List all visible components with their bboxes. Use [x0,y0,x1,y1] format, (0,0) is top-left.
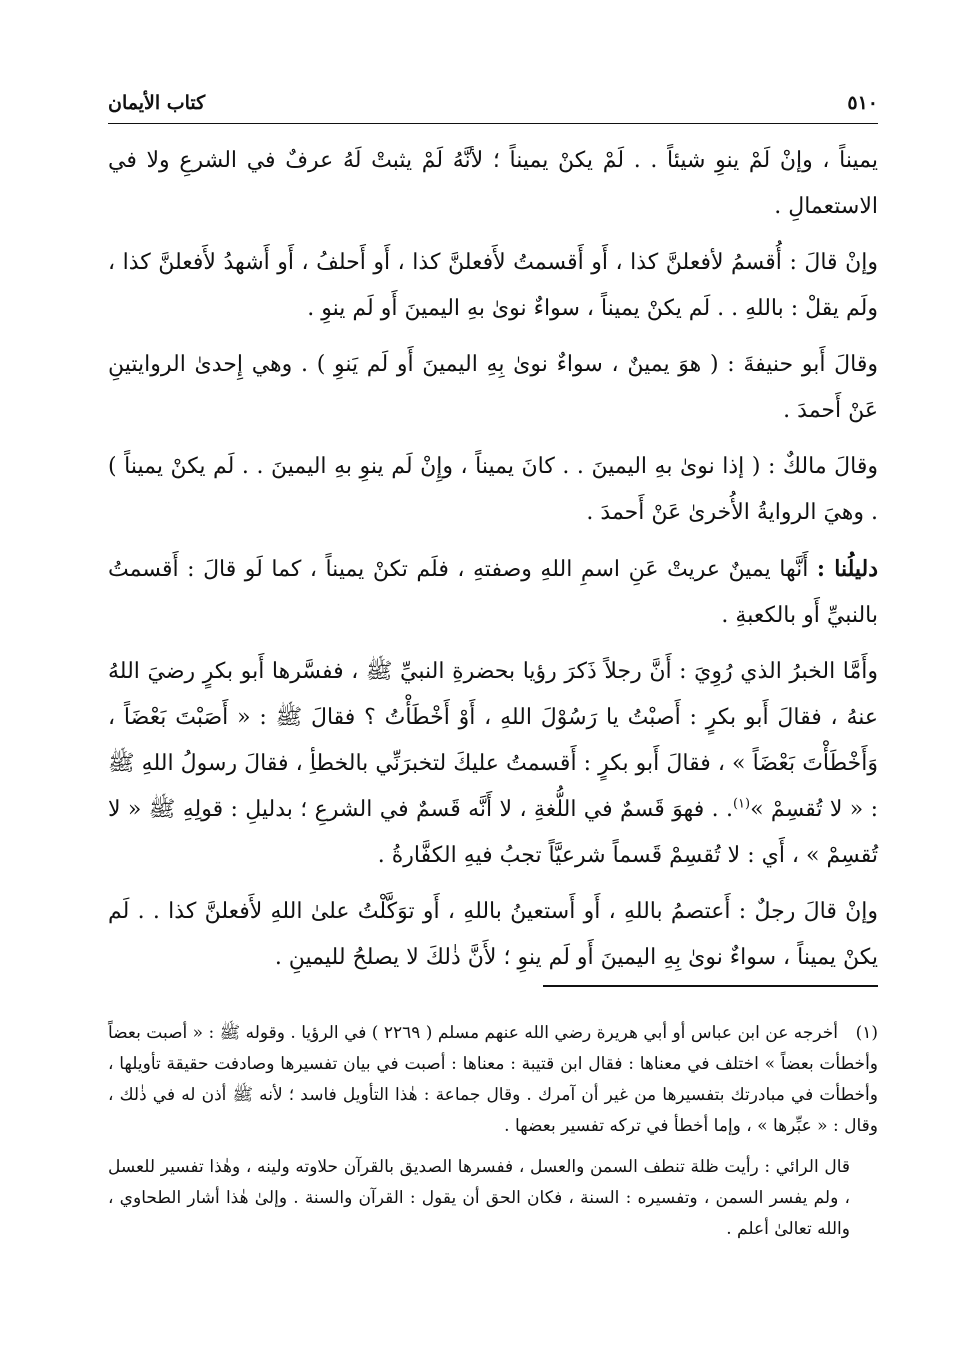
book-title: كتاب الأيمان [108,92,206,114]
running-header [108,86,878,120]
paragraph-1: يميناً ، وإنْ لَمْ ينوِ شيئاً . . لَمْ يكنْ يميناً ؛ لأنَّهُ لَمْ يثبتْ لَهُ عرفٌ في الشرعِ ولا في الاستعمالِ . [108,148,878,219]
page-number: ٥١٠ [847,92,878,114]
paragraph-6-part-b: . . فهوَ قَسمٌ في اللُّغةِ ، لا أَنَّه قَسمٌ في الشرعِ ؛ بدليلِ : قولِهِ ﷺ « لا تُقسِمْ » ، أَي : لا تُقسِمْ قَسماً شرعيَّاً تجبُ فيهِ الكفَّارةُ . [108,797,878,868]
paragraph-3: وقالَ أَبو حنيفةَ : ( هوَ يمينٌ ، سواءٌ نوىٰ بِهِ اليمينَ أَو لَم يَنوِ ) . وهي إِحدىٰ الروايتينِ عَنْ أَحمدَ . [108,352,878,423]
header-rule [108,123,878,124]
footnote-1-number: (١) [855,1023,878,1043]
paragraph-5-text: أَنَّها يمينٌ عريتْ عَنِ اسمِ اللهِ وصفتهِ ، فلَم تكنْ يميناً ، كما لَو قالَ : أَقسمتُ بالنبيِّ أَو بالكعبةِ . [108,557,878,628]
footnote-1-text: أخرجه عن ابن عباس أو أبي هريرة رضي الله عنهم مسلم ( ٢٢٦٩ ) في الرؤيا . وقوله ﷺ : « أصبت بعضاً وأخطأت بعضاً » اختلف في معناها : فقال ابن قتيبة : معناها : أصبت في بيان تفسيرها وصادفت حقيقة تأويلها ، وأخطأت في مبادرتك بتفسيرها من غير أن آمرك . وقال جماعة : هٰذا التأويل فاسد ؛ لأنه ﷺ أذن له في ذٰلك ، وقال : « عبِّرها » ، وإما أخطأ في تركه تفسير بعضها . [108,1023,879,1136]
footnotes [108,1018,878,1255]
footnote-1 [108,1018,878,1142]
main-text [108,138,878,991]
paragraph-6 [108,649,878,879]
evidence-lead: دليلُنا : [816,556,879,582]
paragraph-2: وإنْ قالَ : أُقسمُ لأفعلنَّ كذا ، أَو أَقسمتُ لأَفعلنَّ كذا ، أَو أَحلفُ ، أَو أَشهدُ لأَفعلنَّ كذا ، ولَم يقلْ : باللهِ . . لَم يكنْ يميناً ، سواءٌ نوىٰ بهِ اليمينَ أَو لَم ينوِ . [108,250,878,321]
paragraph-4: وقالَ مالكٌ : ( إذا نوىٰ بهِ اليمينَ . . كانَ يميناً ، وإِنْ لَم ينوِ بهِ اليمينَ . . لَم يكنْ يميناً ) . وهيَ الروايةُ الأُخرىٰ عَنْ أَحمدَ . [108,454,878,525]
paragraph-6-part-a: وأَمَّا الخبرُ الذي رُوِيَ : أَنَّ رجلاً ذَكرَ رؤيا بحضرةِ النبيِّ ﷺ ، ففسَّرها أَبو بكرٍ رضيَ اللهُ عنهُ ، فقالَ أَبو بكرٍ : أَصبْتُ يا رَسُوْلَ اللهِ ، أَوْ أَخْطَأْتُ ؟ فقالَ ﷺ : « أَصَبْتَ بَعْضَاً ، وَأَخْطَأْتَ بَعْضَاً » ، فقالَ أَبو بكرٍ : أَقسمتُ عليكَ لتخبرَنِّي بالخطأِ ، فقالَ رسولُ اللهِ ﷺ : « لا تُقسِمْ » [108,659,879,822]
footnote-1-continuation: قال الرائي : رأيت ظلة تنطف السمن والعسل ، ففسرها الصديق بالقرآن حلاوته ولينه ، وهٰذا تفسير للعسل ، ولم يفسر السمن ، وتفسيره : السنة ، فكان الحق أن يقول : القرآن والسنة . وإلىٰ هٰذا أشار الطحاوي ، والله تعالىٰ أعلم . [108,1157,850,1239]
footnote-reference: (١) [732,796,751,812]
paragraph-7: وإنْ قالَ رجلٌ : أَعتصمُ باللهِ ، أَو أَستعينُ باللهِ ، أَو توَكَّلْتُ علىٰ اللهِ لأَفعلنَّ كذا . . لَم يكنْ يميناً ، سواءٌ نوىٰ بِهِ اليمينَ أَو لَم ينوِ ؛ لأَنَّ ذٰلكَ لا يصلحُ لليمينِ . [108,899,879,970]
footnote-rule [543,985,878,987]
paragraph-5 [108,546,878,639]
